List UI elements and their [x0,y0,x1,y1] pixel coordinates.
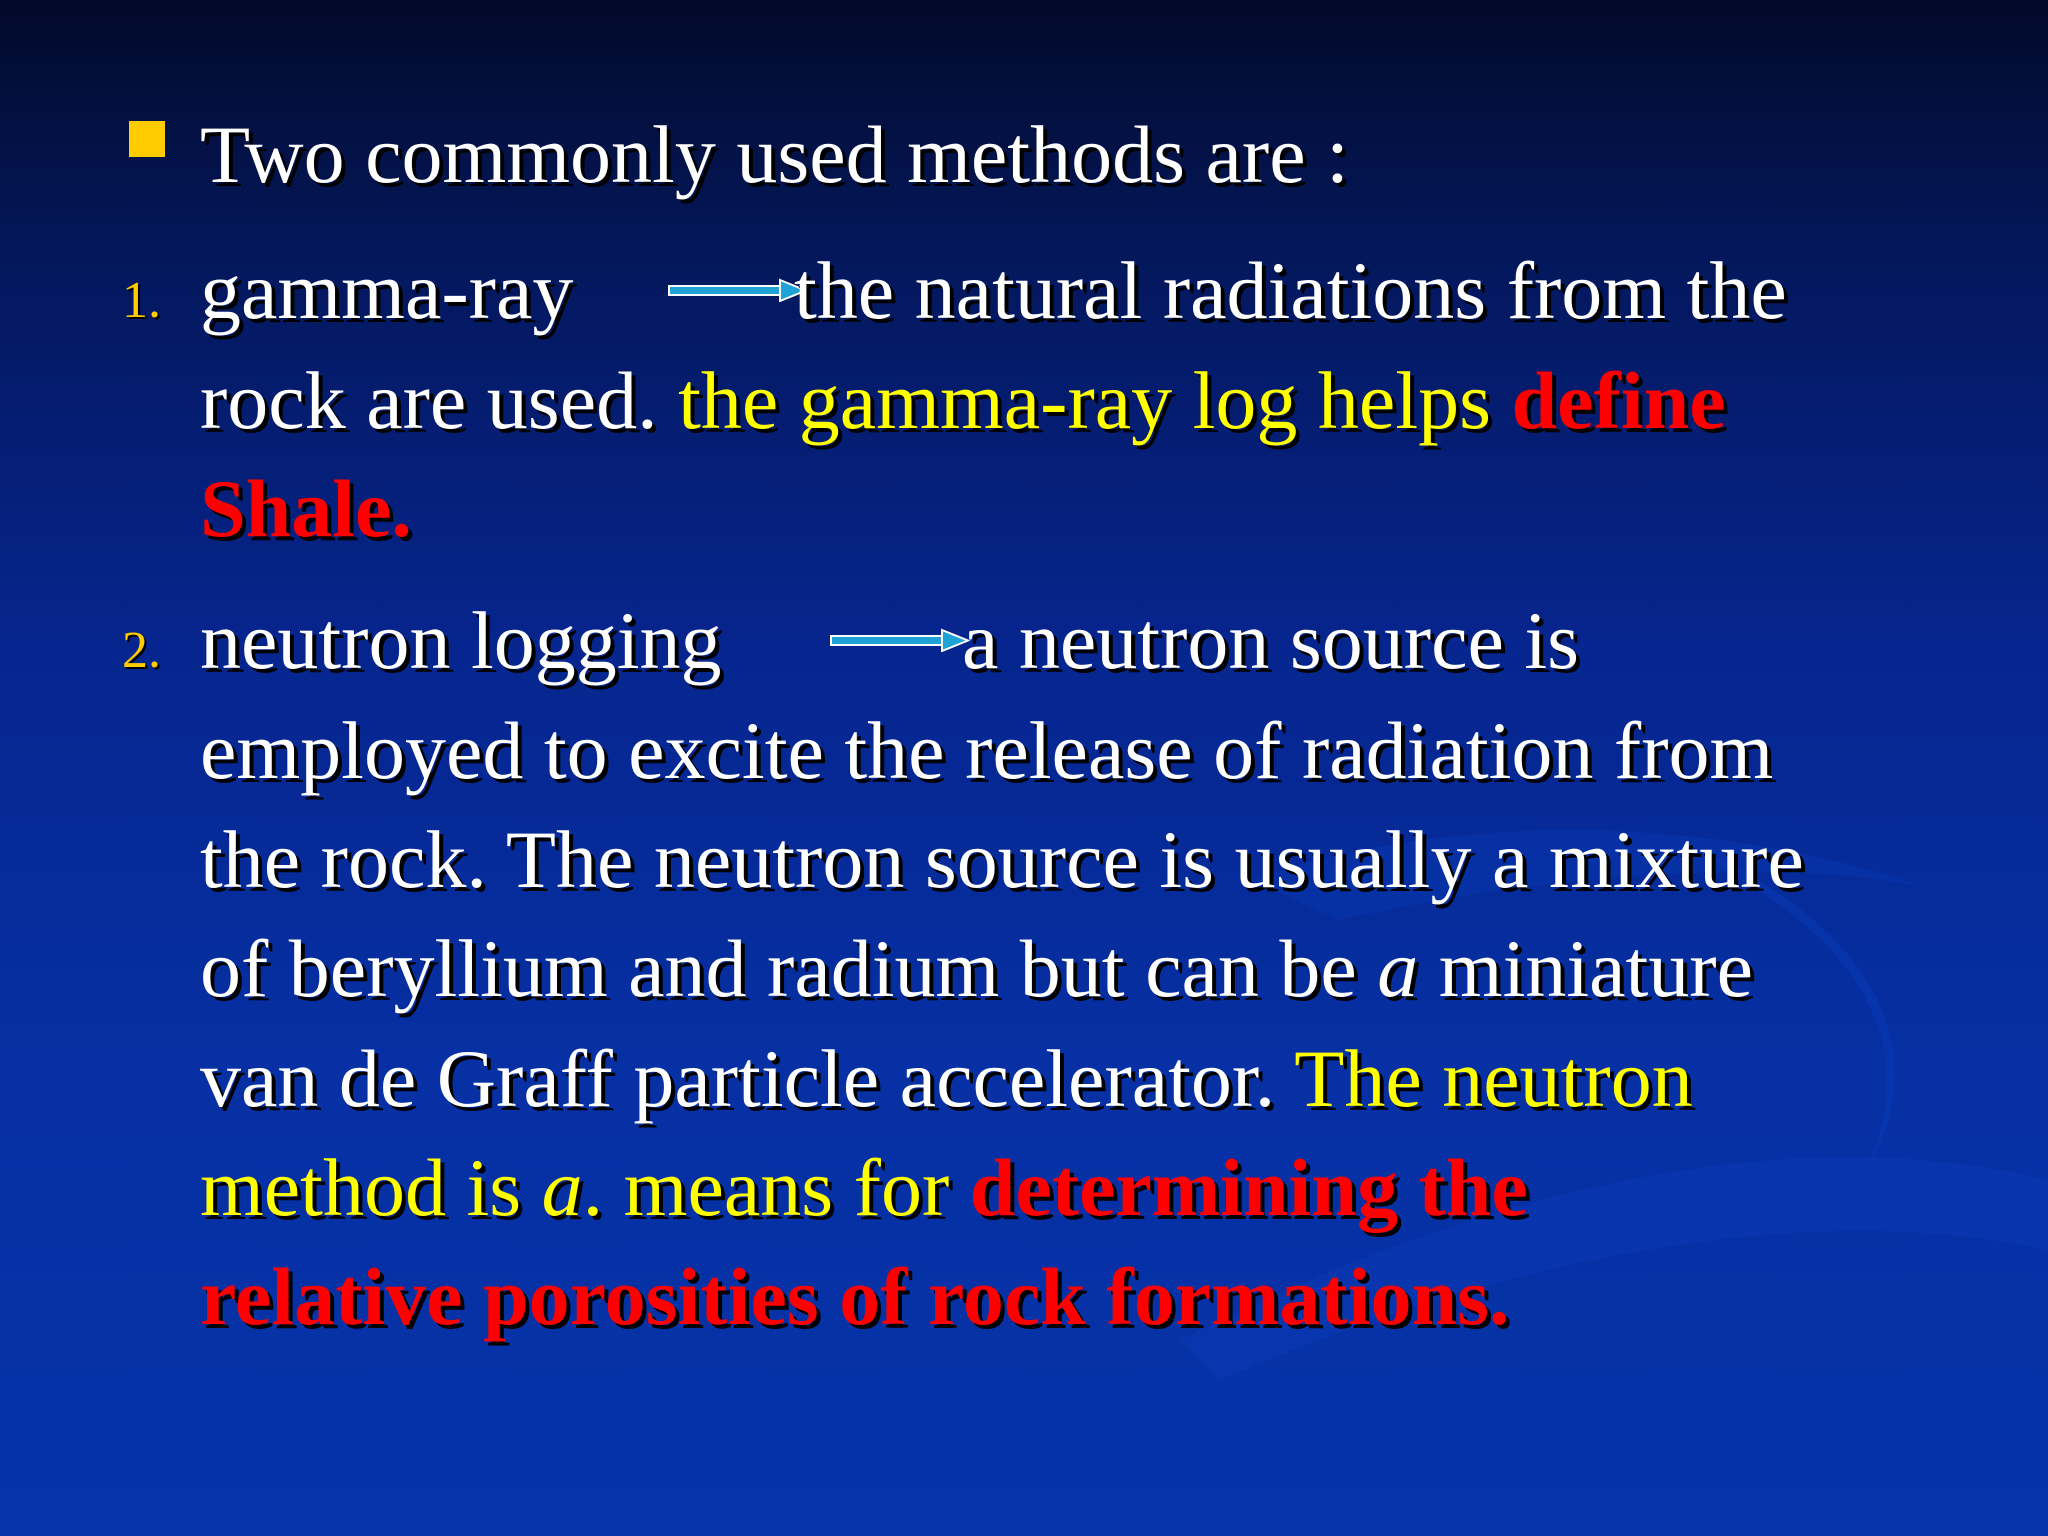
italic-text: a [1377,923,1419,1014]
description-text: miniature [1418,923,1754,1014]
item-1-line-2 [200,355,1726,446]
description-text: the rock. The neutron source is usually a mixture [200,814,1804,905]
item-2-line-6 [200,1142,1528,1233]
item-1-line-1 [200,245,574,336]
intro-text: Two commonly used methods are : [200,109,1349,200]
description-text: of beryllium and radium but can be [200,923,1378,1014]
highlight-text: method is [200,1142,542,1233]
item-1-line-3 [200,463,412,554]
item-1-description-start [794,245,1787,336]
item-2-line-2 [200,705,1774,796]
item-2-line-1 [200,595,722,686]
description-text: van de Graff particle accelerator. [200,1033,1295,1124]
item-2-line-5 [200,1033,1693,1124]
item-2-line-3 [200,814,1804,905]
description-text: rock are used. [200,355,679,446]
method-neutron-logging: neutron logging [200,595,722,686]
emphasis-text: determining the [969,1142,1528,1233]
method-gamma-ray: gamma-ray [200,245,574,336]
right-arrow-icon [830,628,970,652]
item-2-description-start [962,595,1580,686]
highlight-text: The neutron [1294,1033,1693,1124]
highlight-text: the gamma-ray log helps [678,355,1512,446]
description-text: a neutron source is [962,595,1580,686]
list-number-2: 2. [122,622,161,679]
list-number-1: 1. [122,272,161,329]
emphasis-text: define [1511,355,1726,446]
description-text: the natural radiations from the [794,245,1787,336]
highlight-text: . means for [582,1142,970,1233]
intro-line [200,109,1349,200]
emphasis-text: Shale. [200,463,412,554]
item-2-line-7 [200,1251,1510,1342]
square-bullet-icon [129,121,165,157]
emphasis-text: relative porosities of rock formations. [200,1251,1510,1342]
description-text: employed to excite the release of radiation from [200,705,1774,796]
item-2-line-4 [200,923,1754,1014]
right-arrow-icon [668,278,808,302]
italic-highlight-text: a [541,1142,583,1233]
